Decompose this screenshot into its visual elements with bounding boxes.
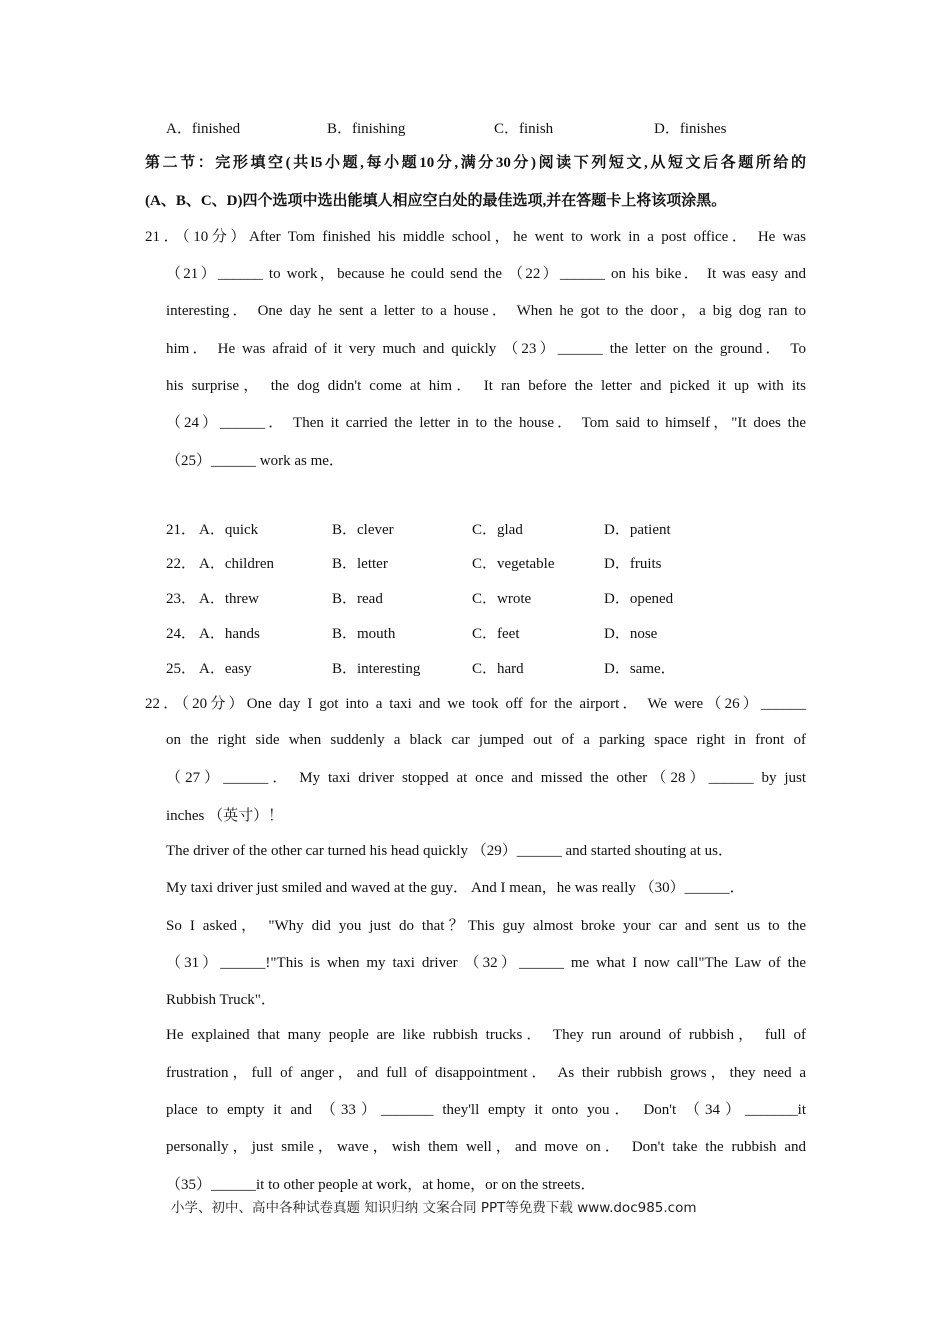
question-number: 21． [166,522,197,538]
question-number: 23． [166,591,197,607]
option-a: A．finished [166,121,241,137]
option-b: B．letter [332,556,388,572]
option-d: D．same． [604,661,676,677]
option-a: A．quick [199,522,259,538]
passage22-line: Rubbish Truck"． [166,992,276,1008]
passage22-line: 22．（20分）One day I got into a taxi and we took off for the airport． We were（26）______ [145,696,806,712]
passage21-line: him． He was afraid of it very much and quickly （23）______ the letter on the ground． To [166,341,806,357]
option-b: B．clever [332,522,394,538]
passage22-line: （31）______!"This is when my taxi driver （32）______ me what I now call"The Law of the [166,955,806,971]
passage21-line: （21）______ to work，because he could send the （22）______ on his bike． It was easy and [166,266,806,282]
passage22-line: （35）______it to other people at work，at home，or on the streets． [166,1177,596,1193]
option-d: D．finishes [654,121,727,137]
option-d: D．opened [604,591,674,607]
footer-banner: 小学、初中、高中各种试卷真题 知识归纳 文案合同 PPT等免费下载 www.doc985.com [171,1200,697,1216]
passage21-line: （24）______． Then it carried the letter in to the house． Tom said to himself，"It does the [166,415,806,431]
option-d: D．nose [604,626,658,642]
option-c: C．feet [472,626,520,642]
passage22-line: So I asked， "Why did you just do that？This guy almost broke your car and sent us to the [166,918,806,934]
passage22-line: （27）______． My taxi driver stopped at once and missed the other（28）______ by just [166,770,806,786]
option-a: A．threw [199,591,259,607]
passage22-line: He explained that many people are like rubbish trucks． They run around of rubbish， full of [166,1027,806,1043]
option-b: B．read [332,591,383,607]
section-header-line-2: (A、B、C、D)四个选项中选出能填人相应空白处的最佳选项,并在答题卡上将该项涂黑。 [145,193,727,209]
passage22-line: place to empty it and （33）_______ they'll empty it onto you． Don't （34）_______it [166,1102,806,1118]
passage22-line: inches （英寸）！ [166,808,284,824]
option-b: B．interesting [332,661,421,677]
option-a: A．easy [199,661,252,677]
option-c: C．finish [494,121,554,137]
option-b: B．finishing [327,121,406,137]
passage21-line: his surprise， the dog didn't come at him． It ran before the letter and picked it up with its [166,378,806,394]
question-number: 24． [166,626,197,642]
passage22-line: The driver of the other car turned his head quickly （29）______ and started shouting at us． [166,843,733,859]
option-d: D．fruits [604,556,662,572]
option-a: A．hands [199,626,260,642]
option-c: C．vegetable [472,556,555,572]
passage22-line: on the right side when suddenly a black car jumped out of a parking space right in front of [166,732,806,748]
question-number: 22． [166,556,197,572]
passage22-line: My taxi driver just smiled and waved at the guy． And I mean，he was really （30）______． [166,880,745,896]
section-header-line-1: 第二节：完形填空(共l5小题,每小题10分,满分30分)阅读下列短文,从短文后各题所给的 [145,155,806,171]
option-c: C．wrote [472,591,532,607]
passage21-line: 21．（10分）After Tom finished his middle school，he went to work in a post office． He was [145,229,806,245]
passage21-line: （25）______ work as me． [166,453,344,469]
option-c: C．glad [472,522,523,538]
question-number: 25． [166,661,197,677]
passage22-line: frustration，full of anger，and full of disappointment． As their rubbish grows，they need a [166,1065,806,1081]
option-b: B．mouth [332,626,396,642]
option-c: C．hard [472,661,524,677]
option-a: A．children [199,556,274,572]
passage21-line: interesting． One day he sent a letter to a house． When he got to the door，a big dog ran to [166,303,806,319]
passage22-line: personally，just smile，wave，wish them well，and move on． Don't take the rubbish and [166,1139,806,1155]
option-d: D．patient [604,522,671,538]
